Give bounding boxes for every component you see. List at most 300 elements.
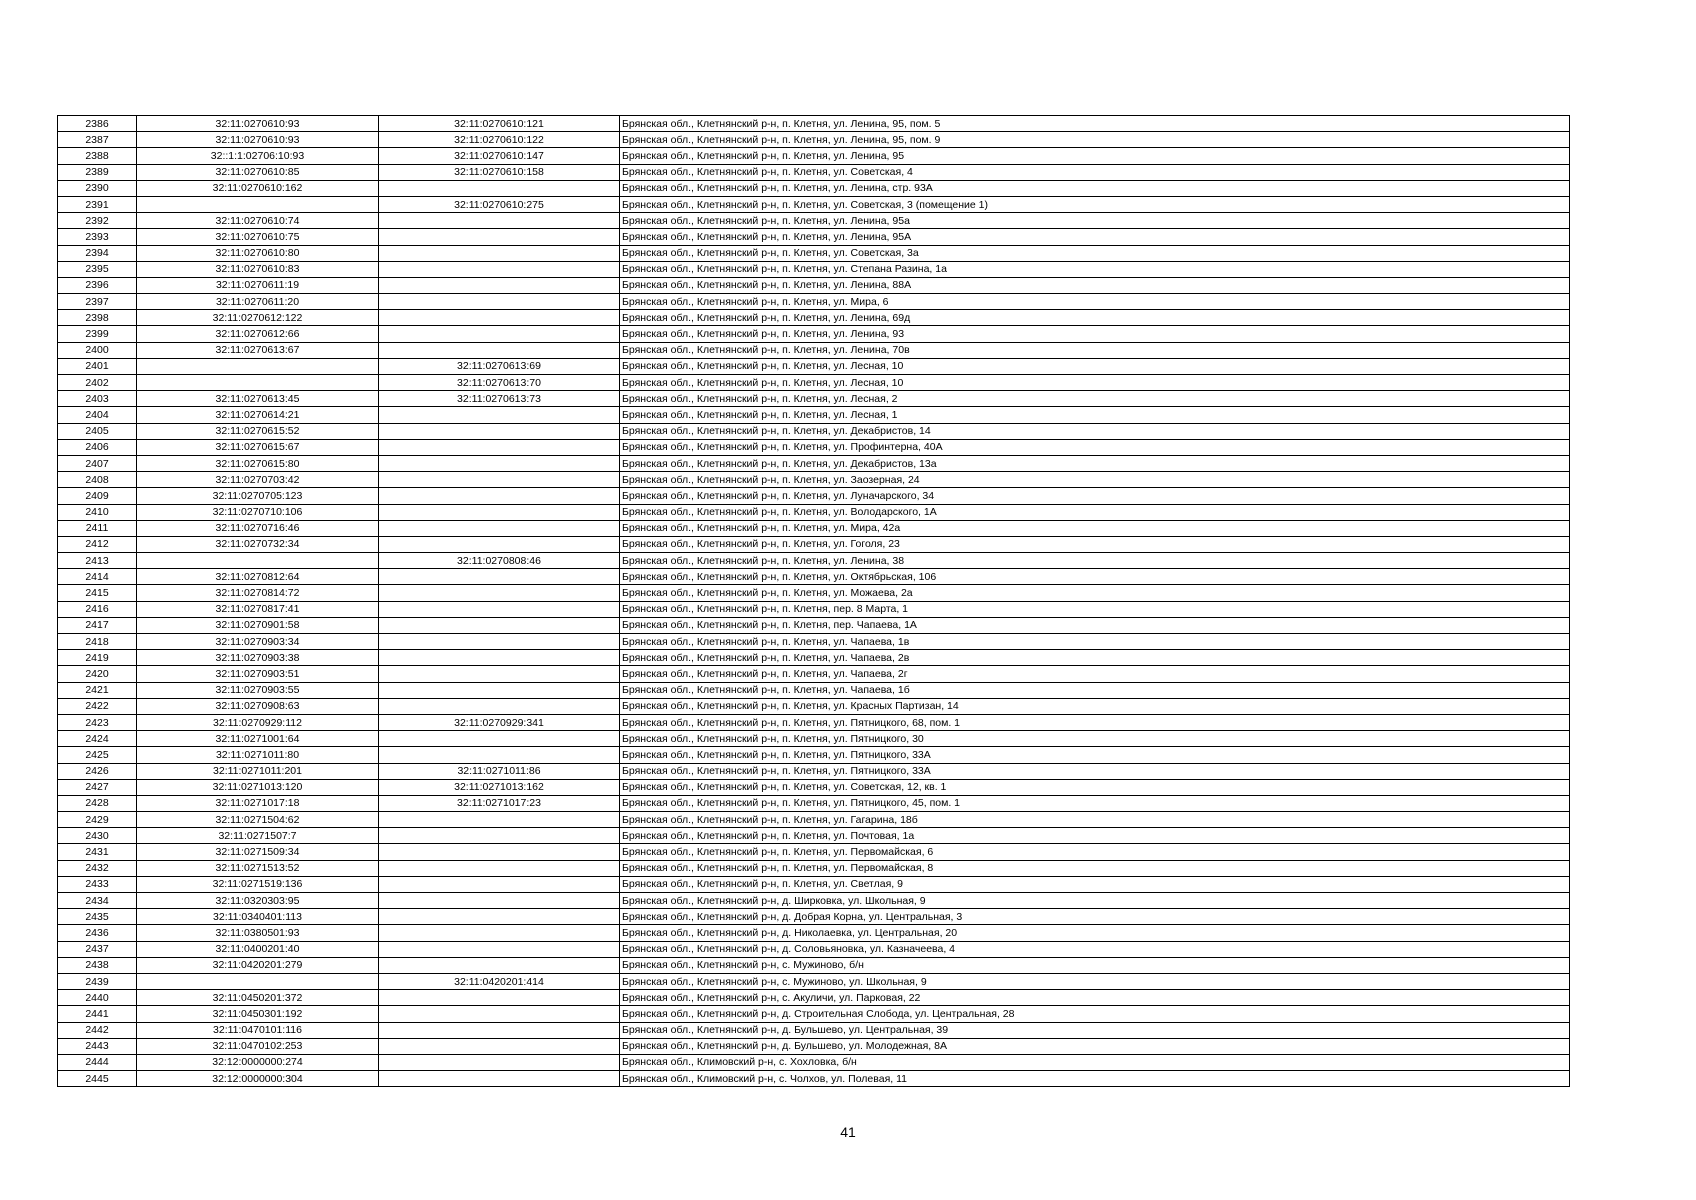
table-row xyxy=(58,990,1570,1006)
row-number-cell: 2439 xyxy=(58,973,137,989)
cadastral-number-cell xyxy=(137,553,379,569)
row-number-cell: 2444 xyxy=(58,1054,137,1070)
table-row xyxy=(58,245,1570,261)
related-cadastral-number-cell xyxy=(379,666,620,682)
row-number-cell: 2418 xyxy=(58,634,137,650)
cadastral-number-cell: 32:11:0400201:40 xyxy=(137,941,379,957)
related-cadastral-number-cell xyxy=(379,326,620,342)
address-cell: Брянская обл., Клетнянский р-н, п. Клетня, ул. Декабристов, 13а xyxy=(620,455,1570,471)
cadastral-number-cell xyxy=(137,375,379,391)
cadastral-number-cell: 32:11:0450301:192 xyxy=(137,1006,379,1022)
address-cell: Брянская обл., Клетнянский р-н, п. Клетня, ул. Советская, 3а xyxy=(620,245,1570,261)
row-number-cell: 2421 xyxy=(58,682,137,698)
related-cadastral-number-cell xyxy=(379,990,620,1006)
page-number: 41 xyxy=(840,1124,856,1140)
row-number-cell: 2398 xyxy=(58,310,137,326)
address-cell: Брянская обл., Клетнянский р-н, п. Клетня, ул. Пятницкого, 30 xyxy=(620,731,1570,747)
row-number-cell: 2399 xyxy=(58,326,137,342)
related-cadastral-number-cell xyxy=(379,617,620,633)
row-number-cell: 2428 xyxy=(58,795,137,811)
address-cell: Брянская обл., Клетнянский р-н, п. Клетня, ул. Мира, 6 xyxy=(620,294,1570,310)
related-cadastral-number-cell xyxy=(379,844,620,860)
cadastral-number-cell: 32:11:0270812:64 xyxy=(137,569,379,585)
cadastral-number-cell: 32::1:1:02706:10:93 xyxy=(137,148,379,164)
row-number-cell: 2432 xyxy=(58,860,137,876)
address-cell: Брянская обл., Клетнянский р-н, п. Клетня, ул. Пятницкого, 33А xyxy=(620,763,1570,779)
address-cell: Брянская обл., Клетнянский р-н, п. Клетня, пер. Чапаева, 1А xyxy=(620,617,1570,633)
related-cadastral-number-cell xyxy=(379,698,620,714)
row-number-cell: 2425 xyxy=(58,747,137,763)
cadastral-number-cell: 32:11:0270703:42 xyxy=(137,472,379,488)
address-cell: Брянская обл., Клетнянский р-н, п. Клетня, ул. Пятницкого, 45, пом. 1 xyxy=(620,795,1570,811)
address-cell: Брянская обл., Клетнянский р-н, п. Клетня, ул. Мира, 42а xyxy=(620,520,1570,536)
row-number-cell: 2406 xyxy=(58,439,137,455)
related-cadastral-number-cell xyxy=(379,893,620,909)
related-cadastral-number-cell xyxy=(379,682,620,698)
related-cadastral-number-cell: 32:11:0270613:70 xyxy=(379,375,620,391)
related-cadastral-number-cell xyxy=(379,488,620,504)
address-cell: Брянская обл., Клетнянский р-н, п. Клетня, ул. Можаева, 2а xyxy=(620,585,1570,601)
table-row xyxy=(58,1022,1570,1038)
address-cell: Брянская обл., Клетнянский р-н, д. Соловьяновка, ул. Казначеева, 4 xyxy=(620,941,1570,957)
cadastral-number-cell: 32:11:0271001:64 xyxy=(137,731,379,747)
related-cadastral-number-cell xyxy=(379,812,620,828)
table-row xyxy=(58,196,1570,212)
address-cell: Брянская обл., Клетнянский р-н, п. Клетня, ул. Октябрьская, 106 xyxy=(620,569,1570,585)
address-cell: Брянская обл., Клетнянский р-н, п. Клетня, ул. Советская, 4 xyxy=(620,164,1570,180)
related-cadastral-number-cell: 32:11:0270929:341 xyxy=(379,714,620,730)
related-cadastral-number-cell: 32:11:0271017:23 xyxy=(379,795,620,811)
table-row xyxy=(58,1006,1570,1022)
table-row xyxy=(58,1038,1570,1054)
table-row xyxy=(58,634,1570,650)
address-cell: Брянская обл., Клетнянский р-н, п. Клетня, ул. Ленина, 69д xyxy=(620,310,1570,326)
table-row xyxy=(58,391,1570,407)
related-cadastral-number-cell: 32:11:0420201:414 xyxy=(379,973,620,989)
row-number-cell: 2445 xyxy=(58,1071,137,1087)
address-cell: Брянская обл., Клетнянский р-н, д. Николаевка, ул. Центральная, 20 xyxy=(620,925,1570,941)
row-number-cell: 2429 xyxy=(58,812,137,828)
table-row xyxy=(58,472,1570,488)
row-number-cell: 2437 xyxy=(58,941,137,957)
table-row xyxy=(58,310,1570,326)
table-row xyxy=(58,277,1570,293)
related-cadastral-number-cell: 32:11:0270610:158 xyxy=(379,164,620,180)
related-cadastral-number-cell xyxy=(379,957,620,973)
cadastral-number-cell xyxy=(137,196,379,212)
table-row xyxy=(58,553,1570,569)
address-cell: Брянская обл., Клетнянский р-н, п. Клетня, ул. Ленина, 95а xyxy=(620,213,1570,229)
cadastral-number-cell: 32:11:0271017:18 xyxy=(137,795,379,811)
table-row xyxy=(58,569,1570,585)
related-cadastral-number-cell xyxy=(379,180,620,196)
row-number-cell: 2405 xyxy=(58,423,137,439)
related-cadastral-number-cell xyxy=(379,650,620,666)
row-number-cell: 2409 xyxy=(58,488,137,504)
cadastral-number-cell: 32:11:0271504:62 xyxy=(137,812,379,828)
address-cell: Брянская обл., Клетнянский р-н, п. Клетня, ул. Лесная, 1 xyxy=(620,407,1570,423)
table-row xyxy=(58,957,1570,973)
address-cell: Брянская обл., Клетнянский р-н, п. Клетня, ул. Чапаева, 1в xyxy=(620,634,1570,650)
related-cadastral-number-cell xyxy=(379,229,620,245)
table-row xyxy=(58,893,1570,909)
address-cell: Брянская обл., Клетнянский р-н, д. Бульшево, ул. Молодежная, 8А xyxy=(620,1038,1570,1054)
table-row xyxy=(58,925,1570,941)
address-cell: Брянская обл., Клетнянский р-н, с. Мужиново, ул. Школьная, 9 xyxy=(620,973,1570,989)
table-row xyxy=(58,844,1570,860)
row-number-cell: 2395 xyxy=(58,261,137,277)
cadastral-number-cell: 32:11:0270610:83 xyxy=(137,261,379,277)
row-number-cell: 2407 xyxy=(58,455,137,471)
cadastral-number-cell: 32:11:0420201:279 xyxy=(137,957,379,973)
row-number-cell: 2424 xyxy=(58,731,137,747)
cadastral-number-cell: 32:11:0270614:21 xyxy=(137,407,379,423)
related-cadastral-number-cell xyxy=(379,423,620,439)
row-number-cell: 2443 xyxy=(58,1038,137,1054)
cadastral-number-cell: 32:11:0270817:41 xyxy=(137,601,379,617)
row-number-cell: 2419 xyxy=(58,650,137,666)
row-number-cell: 2392 xyxy=(58,213,137,229)
table-row xyxy=(58,116,1570,132)
cadastral-number-cell: 32:11:0270610:75 xyxy=(137,229,379,245)
cadastral-number-cell: 32:11:0270610:85 xyxy=(137,164,379,180)
row-number-cell: 2426 xyxy=(58,763,137,779)
cadastral-number-cell: 32:11:0270903:55 xyxy=(137,682,379,698)
table-row xyxy=(58,731,1570,747)
table-row xyxy=(58,812,1570,828)
table-row xyxy=(58,973,1570,989)
address-cell: Брянская обл., Клетнянский р-н, д. Добрая Корна, ул. Центральная, 3 xyxy=(620,909,1570,925)
row-number-cell: 2391 xyxy=(58,196,137,212)
related-cadastral-number-cell xyxy=(379,1022,620,1038)
related-cadastral-number-cell: 32:11:0271011:86 xyxy=(379,763,620,779)
related-cadastral-number-cell xyxy=(379,1038,620,1054)
cadastral-number-cell: 32:11:0270612:122 xyxy=(137,310,379,326)
related-cadastral-number-cell xyxy=(379,925,620,941)
table-row xyxy=(58,650,1570,666)
related-cadastral-number-cell xyxy=(379,310,620,326)
cadastral-number-cell: 32:11:0270716:46 xyxy=(137,520,379,536)
cadastral-number-cell xyxy=(137,358,379,374)
registry-table xyxy=(57,115,1570,1087)
table-row xyxy=(58,358,1570,374)
related-cadastral-number-cell: 32:11:0270613:73 xyxy=(379,391,620,407)
cadastral-number-cell: 32:11:0270610:162 xyxy=(137,180,379,196)
cadastral-number-cell: 32:11:0270610:93 xyxy=(137,132,379,148)
row-number-cell: 2412 xyxy=(58,536,137,552)
address-cell: Брянская обл., Клетнянский р-н, п. Клетня, ул. Советская, 12, кв. 1 xyxy=(620,779,1570,795)
table-row xyxy=(58,536,1570,552)
row-number-cell: 2427 xyxy=(58,779,137,795)
cadastral-number-cell: 32:11:0270613:67 xyxy=(137,342,379,358)
address-cell: Брянская обл., Клетнянский р-н, п. Клетня, ул. Лесная, 2 xyxy=(620,391,1570,407)
cadastral-number-cell: 32:11:0270814:72 xyxy=(137,585,379,601)
cadastral-number-cell: 32:11:0271013:120 xyxy=(137,779,379,795)
cadastral-number-cell: 32:11:0270903:51 xyxy=(137,666,379,682)
cadastral-number-cell: 32:11:0470101:116 xyxy=(137,1022,379,1038)
address-cell: Брянская обл., Клетнянский р-н, п. Клетня, ул. Светлая, 9 xyxy=(620,876,1570,892)
address-cell: Брянская обл., Клетнянский р-н, п. Клетня, ул. Ленина, 70в xyxy=(620,342,1570,358)
address-cell: Брянская обл., Клетнянский р-н, д. Бульшево, ул. Центральная, 39 xyxy=(620,1022,1570,1038)
related-cadastral-number-cell xyxy=(379,909,620,925)
row-number-cell: 2435 xyxy=(58,909,137,925)
related-cadastral-number-cell: 32:11:0270610:275 xyxy=(379,196,620,212)
row-number-cell: 2420 xyxy=(58,666,137,682)
related-cadastral-number-cell: 32:11:0270808:46 xyxy=(379,553,620,569)
cadastral-number-cell: 32:11:0450201:372 xyxy=(137,990,379,1006)
table-row xyxy=(58,601,1570,617)
cadastral-number-cell: 32:11:0271011:201 xyxy=(137,763,379,779)
row-number-cell: 2413 xyxy=(58,553,137,569)
row-number-cell: 2410 xyxy=(58,504,137,520)
cadastral-number-cell: 32:11:0320303:95 xyxy=(137,893,379,909)
address-cell: Брянская обл., Клетнянский р-н, п. Клетня, ул. Ленина, стр. 93А xyxy=(620,180,1570,196)
table-row xyxy=(58,763,1570,779)
related-cadastral-number-cell xyxy=(379,342,620,358)
related-cadastral-number-cell xyxy=(379,747,620,763)
table-row xyxy=(58,714,1570,730)
table-row xyxy=(58,164,1570,180)
related-cadastral-number-cell xyxy=(379,407,620,423)
row-number-cell: 2417 xyxy=(58,617,137,633)
table-row xyxy=(58,828,1570,844)
table-row xyxy=(58,876,1570,892)
cadastral-number-cell: 32:11:0271519:136 xyxy=(137,876,379,892)
related-cadastral-number-cell: 32:11:0270613:69 xyxy=(379,358,620,374)
related-cadastral-number-cell: 32:11:0270610:121 xyxy=(379,116,620,132)
cadastral-number-cell: 32:11:0270610:80 xyxy=(137,245,379,261)
row-number-cell: 2415 xyxy=(58,585,137,601)
address-cell: Брянская обл., Клетнянский р-н, п. Клетня, ул. Советская, 3 (помещение 1) xyxy=(620,196,1570,212)
table-row xyxy=(58,261,1570,277)
address-cell: Брянская обл., Клетнянский р-н, п. Клетня, ул. Декабристов, 14 xyxy=(620,423,1570,439)
related-cadastral-number-cell xyxy=(379,1054,620,1070)
row-number-cell: 2436 xyxy=(58,925,137,941)
cadastral-number-cell: 32:11:0270705:123 xyxy=(137,488,379,504)
address-cell: Брянская обл., Клетнянский р-н, п. Клетня, ул. Первомайская, 8 xyxy=(620,860,1570,876)
table-row xyxy=(58,132,1570,148)
table-row xyxy=(58,439,1570,455)
cadastral-number-cell: 32:11:0270615:80 xyxy=(137,455,379,471)
row-number-cell: 2393 xyxy=(58,229,137,245)
cadastral-number-cell: 32:11:0270611:20 xyxy=(137,294,379,310)
related-cadastral-number-cell: 32:11:0270610:122 xyxy=(379,132,620,148)
related-cadastral-number-cell xyxy=(379,213,620,229)
row-number-cell: 2403 xyxy=(58,391,137,407)
cadastral-number-cell: 32:11:0270903:38 xyxy=(137,650,379,666)
row-number-cell: 2430 xyxy=(58,828,137,844)
row-number-cell: 2387 xyxy=(58,132,137,148)
table-row xyxy=(58,326,1570,342)
row-number-cell: 2422 xyxy=(58,698,137,714)
row-number-cell: 2414 xyxy=(58,569,137,585)
address-cell: Брянская обл., Клетнянский р-н, п. Клетня, ул. Ленина, 95, пом. 9 xyxy=(620,132,1570,148)
table-row xyxy=(58,1054,1570,1070)
cadastral-number-cell: 32:11:0270612:66 xyxy=(137,326,379,342)
address-cell: Брянская обл., Клетнянский р-н, д. Строительная Слобода, ул. Центральная, 28 xyxy=(620,1006,1570,1022)
related-cadastral-number-cell xyxy=(379,1071,620,1087)
cadastral-number-cell: 32:11:0271513:52 xyxy=(137,860,379,876)
address-cell: Брянская обл., Клетнянский р-н, п. Клетня, ул. Лесная, 10 xyxy=(620,358,1570,374)
table-row xyxy=(58,909,1570,925)
cadastral-number-cell: 32:11:0270903:34 xyxy=(137,634,379,650)
related-cadastral-number-cell xyxy=(379,860,620,876)
row-number-cell: 2408 xyxy=(58,472,137,488)
address-cell: Брянская обл., Клетнянский р-н, п. Клетня, ул. Ленина, 95А xyxy=(620,229,1570,245)
row-number-cell: 2442 xyxy=(58,1022,137,1038)
cadastral-number-cell: 32:11:0270908:63 xyxy=(137,698,379,714)
related-cadastral-number-cell: 32:11:0271013:162 xyxy=(379,779,620,795)
related-cadastral-number-cell xyxy=(379,472,620,488)
related-cadastral-number-cell xyxy=(379,536,620,552)
cadastral-number-cell: 32:11:0271011:80 xyxy=(137,747,379,763)
row-number-cell: 2388 xyxy=(58,148,137,164)
row-number-cell: 2389 xyxy=(58,164,137,180)
row-number-cell: 2386 xyxy=(58,116,137,132)
cadastral-number-cell: 32:11:0270615:67 xyxy=(137,439,379,455)
related-cadastral-number-cell xyxy=(379,941,620,957)
row-number-cell: 2397 xyxy=(58,294,137,310)
related-cadastral-number-cell xyxy=(379,504,620,520)
address-cell: Брянская обл., Климовский р-н, с. Хохловка, б/н xyxy=(620,1054,1570,1070)
address-cell: Брянская обл., Клетнянский р-н, п. Клетня, ул. Ленина, 88А xyxy=(620,277,1570,293)
related-cadastral-number-cell xyxy=(379,1006,620,1022)
table-row xyxy=(58,407,1570,423)
address-cell: Брянская обл., Клетнянский р-н, п. Клетня, ул. Чапаева, 2в xyxy=(620,650,1570,666)
address-cell: Брянская обл., Клетнянский р-н, п. Клетня, ул. Ленина, 95 xyxy=(620,148,1570,164)
address-cell: Брянская обл., Клетнянский р-н, п. Клетня, ул. Чапаева, 1б xyxy=(620,682,1570,698)
cadastral-number-cell: 32:11:0380501:93 xyxy=(137,925,379,941)
table-row xyxy=(58,294,1570,310)
related-cadastral-number-cell xyxy=(379,601,620,617)
row-number-cell: 2431 xyxy=(58,844,137,860)
address-cell: Брянская обл., Клетнянский р-н, п. Клетня, ул. Володарского, 1А xyxy=(620,504,1570,520)
address-cell: Брянская обл., Клетнянский р-н, п. Клетня, ул. Чапаева, 2г xyxy=(620,666,1570,682)
address-cell: Брянская обл., Клетнянский р-н, с. Акуличи, ул. Парковая, 22 xyxy=(620,990,1570,1006)
related-cadastral-number-cell xyxy=(379,585,620,601)
cadastral-number-cell: 32:11:0270710:106 xyxy=(137,504,379,520)
address-cell: Брянская обл., Клетнянский р-н, п. Клетня, ул. Степана Разина, 1а xyxy=(620,261,1570,277)
address-cell: Брянская обл., Клетнянский р-н, п. Клетня, ул. Первомайская, 6 xyxy=(620,844,1570,860)
cadastral-number-cell: 32:11:0270615:52 xyxy=(137,423,379,439)
row-number-cell: 2423 xyxy=(58,714,137,730)
table-row xyxy=(58,488,1570,504)
related-cadastral-number-cell: 32:11:0270610:147 xyxy=(379,148,620,164)
row-number-cell: 2434 xyxy=(58,893,137,909)
cadastral-number-cell: 32:11:0270610:74 xyxy=(137,213,379,229)
table-row xyxy=(58,180,1570,196)
related-cadastral-number-cell xyxy=(379,731,620,747)
row-number-cell: 2440 xyxy=(58,990,137,1006)
table-row xyxy=(58,148,1570,164)
address-cell: Брянская обл., Клетнянский р-н, д. Ширковка, ул. Школьная, 9 xyxy=(620,893,1570,909)
cadastral-number-cell: 32:11:0271509:34 xyxy=(137,844,379,860)
row-number-cell: 2394 xyxy=(58,245,137,261)
address-cell: Брянская обл., Клетнянский р-н, п. Клетня, ул. Ленина, 93 xyxy=(620,326,1570,342)
table-row xyxy=(58,682,1570,698)
related-cadastral-number-cell xyxy=(379,455,620,471)
cadastral-number-cell: 32:11:0270613:45 xyxy=(137,391,379,407)
related-cadastral-number-cell xyxy=(379,634,620,650)
table-row xyxy=(58,1071,1570,1087)
related-cadastral-number-cell xyxy=(379,261,620,277)
table-row xyxy=(58,520,1570,536)
address-cell: Брянская обл., Клетнянский р-н, п. Клетня, ул. Красных Партизан, 14 xyxy=(620,698,1570,714)
table-row xyxy=(58,779,1570,795)
address-cell: Брянская обл., Клетнянский р-н, п. Клетня, пер. 8 Марта, 1 xyxy=(620,601,1570,617)
related-cadastral-number-cell xyxy=(379,439,620,455)
table-row xyxy=(58,423,1570,439)
row-number-cell: 2396 xyxy=(58,277,137,293)
table-row xyxy=(58,342,1570,358)
related-cadastral-number-cell xyxy=(379,520,620,536)
cadastral-number-cell: 32:11:0340401:113 xyxy=(137,909,379,925)
table-row xyxy=(58,795,1570,811)
related-cadastral-number-cell xyxy=(379,828,620,844)
cadastral-number-cell: 32:12:0000000:274 xyxy=(137,1054,379,1070)
row-number-cell: 2404 xyxy=(58,407,137,423)
address-cell: Брянская обл., Клетнянский р-н, п. Клетня, ул. Пятницкого, 33А xyxy=(620,747,1570,763)
row-number-cell: 2400 xyxy=(58,342,137,358)
cadastral-number-cell: 32:11:0270611:19 xyxy=(137,277,379,293)
registry-table-body xyxy=(58,116,1570,1087)
related-cadastral-number-cell xyxy=(379,245,620,261)
row-number-cell: 2438 xyxy=(58,957,137,973)
address-cell: Брянская обл., Клетнянский р-н, с. Мужиново, б/н xyxy=(620,957,1570,973)
cadastral-number-cell: 32:12:0000000:304 xyxy=(137,1071,379,1087)
address-cell: Брянская обл., Клетнянский р-н, п. Клетня, ул. Пятницкого, 68, пом. 1 xyxy=(620,714,1570,730)
row-number-cell: 2401 xyxy=(58,358,137,374)
address-cell: Брянская обл., Клетнянский р-н, п. Клетня, ул. Ленина, 95, пом. 5 xyxy=(620,116,1570,132)
address-cell: Брянская обл., Клетнянский р-н, п. Клетня, ул. Гоголя, 23 xyxy=(620,536,1570,552)
cadastral-number-cell: 32:11:0271507:7 xyxy=(137,828,379,844)
related-cadastral-number-cell xyxy=(379,294,620,310)
table-row xyxy=(58,229,1570,245)
address-cell: Брянская обл., Клетнянский р-н, п. Клетня, ул. Лесная, 10 xyxy=(620,375,1570,391)
table-row xyxy=(58,617,1570,633)
cadastral-number-cell: 32:11:0270732:34 xyxy=(137,536,379,552)
table-row xyxy=(58,504,1570,520)
address-cell: Брянская обл., Клетнянский р-н, п. Клетня, ул. Луначарского, 34 xyxy=(620,488,1570,504)
related-cadastral-number-cell xyxy=(379,569,620,585)
row-number-cell: 2433 xyxy=(58,876,137,892)
table-row xyxy=(58,860,1570,876)
cadastral-number-cell: 32:11:0270901:58 xyxy=(137,617,379,633)
cadastral-number-cell: 32:11:0270610:93 xyxy=(137,116,379,132)
related-cadastral-number-cell xyxy=(379,876,620,892)
row-number-cell: 2411 xyxy=(58,520,137,536)
table-row xyxy=(58,747,1570,763)
table-row xyxy=(58,585,1570,601)
table-row xyxy=(58,941,1570,957)
table-row xyxy=(58,698,1570,714)
cadastral-number-cell: 32:11:0270929:112 xyxy=(137,714,379,730)
cadastral-number-cell: 32:11:0470102:253 xyxy=(137,1038,379,1054)
table-row xyxy=(58,375,1570,391)
address-cell: Брянская обл., Клетнянский р-н, п. Клетня, ул. Профинтерна, 40А xyxy=(620,439,1570,455)
address-cell: Брянская обл., Клетнянский р-н, п. Клетня, ул. Ленина, 38 xyxy=(620,553,1570,569)
row-number-cell: 2416 xyxy=(58,601,137,617)
address-cell: Брянская обл., Климовский р-н, с. Чолхов, ул. Полевая, 11 xyxy=(620,1071,1570,1087)
row-number-cell: 2390 xyxy=(58,180,137,196)
address-cell: Брянская обл., Клетнянский р-н, п. Клетня, ул. Гагарина, 18б xyxy=(620,812,1570,828)
table-row xyxy=(58,455,1570,471)
row-number-cell: 2441 xyxy=(58,1006,137,1022)
related-cadastral-number-cell xyxy=(379,277,620,293)
address-cell: Брянская обл., Клетнянский р-н, п. Клетня, ул. Почтовая, 1а xyxy=(620,828,1570,844)
table-row xyxy=(58,213,1570,229)
address-cell: Брянская обл., Клетнянский р-н, п. Клетня, ул. Заозерная, 24 xyxy=(620,472,1570,488)
